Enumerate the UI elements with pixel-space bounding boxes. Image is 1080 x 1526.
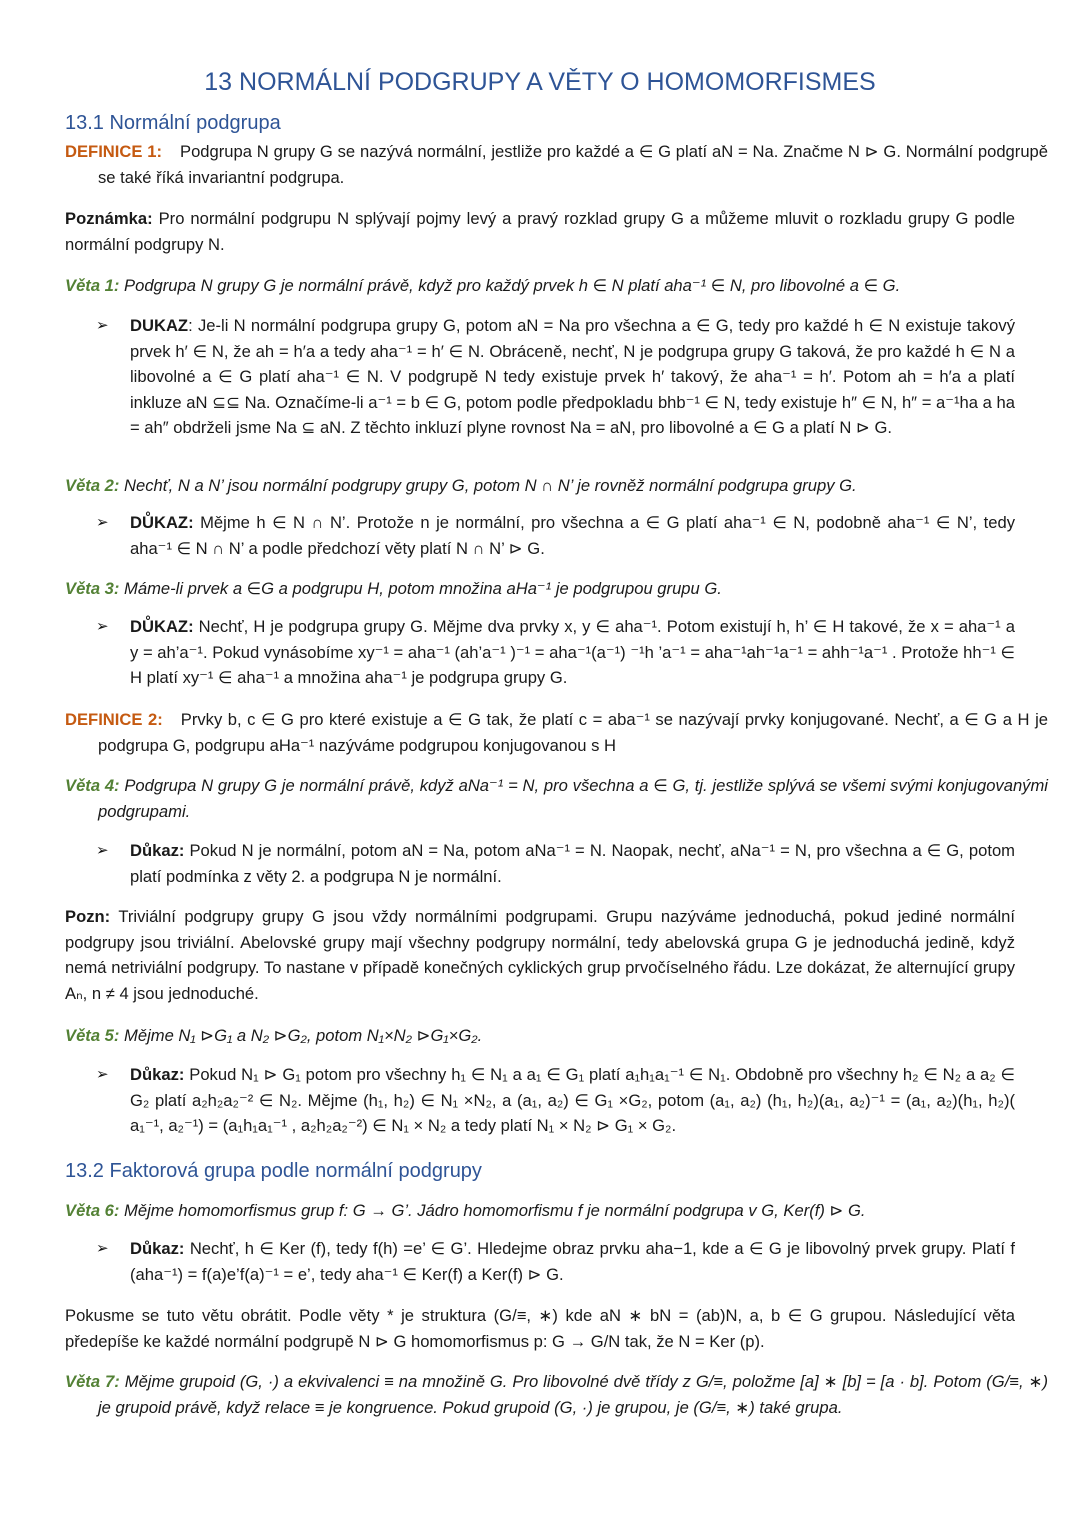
theorem-text: Mějme homomorfismus grup f: G → G’. Jádro homomorfismu f je normální podgrupa v G, Ker(f) ⊳ G. — [119, 1201, 866, 1220]
note-label: Pozn: — [65, 907, 111, 926]
theorem-text: Podgrupa N grupy G je normální právě, když aNa⁻¹ = N, pro všechna a ∈ G, tj. jestliže splývá se všemi svými konjugovanými podgrupami. — [98, 776, 1048, 821]
proof-5 — [130, 1062, 1015, 1139]
proof-label: DŮKAZ: — [130, 513, 194, 532]
proof-label: DUKAZ — [130, 316, 189, 335]
theorem-text: Mějme N₁ ⊳G₁ a N₂ ⊳G₂, potom N₁×N₂ ⊳G₁×G₂. — [119, 1026, 483, 1045]
proof-text: : Je-li N normální podgrupa grupy G, potom aN = Na pro všechna a ∈ G, tedy pro každé h ∈ N existuje takový prvek h′ ∈ N, že ah = h′a a tedy aha⁻¹ = h′ ∈ N. Obráceně, nechť, N je podgrupa grupy G taková, že pro každé h ∈ N a libovolné a ∈ G platí aha⁻¹ ∈ N. V podgrupě N tedy existuje prvek h′ takový, že aha⁻¹ = h′. Potom ah = h′a a platí inkluze aN ⊆⊆ Na. Označíme-li a⁻¹ = b ∈ G, potom podle předpokladu bhb⁻¹ ∈ N, tedy existuje h″ ∈ N, h″ = a⁻¹ha a ha = ah″ obdrželi jsme Na ⊆ aN. Z těchto inkluzí plyne rovnost Na = aN, pro libovolné a ∈ G a platí N ⊳ G. — [130, 316, 1015, 437]
theorem-6 — [65, 1198, 1015, 1224]
definition-label: DEFINICE 1: — [65, 142, 163, 161]
note-1 — [65, 206, 1015, 257]
bullet-arrow-icon: ➢ — [96, 317, 109, 334]
section-heading-13-1: 13.1 Normální podgrupa — [65, 112, 281, 134]
theorem-label: Věta 1: — [65, 276, 120, 295]
theorem-label: Věta 6: — [65, 1201, 120, 1220]
proof-2 — [130, 510, 1015, 561]
theorem-2 — [65, 473, 1015, 499]
bullet-arrow-icon: ➢ — [96, 1240, 109, 1257]
theorem-label: Věta 7: — [65, 1372, 120, 1391]
proof-text: Nechť, H je podgrupa grupy G. Mějme dva prvky x, y ∈ aha⁻¹. Potom existují h, h’ ∈ H takové, že x = aha⁻¹ a y = ah’a⁻¹. Pokud vynásobíme xy⁻¹ = aha⁻¹ (ah’a⁻¹ )⁻¹ = aha⁻¹(a⁻¹) ⁻¹h ’a⁻¹ = aha⁻¹ah⁻¹a⁻¹ = ahh⁻¹a⁻¹ . Protože hh⁻¹ ∈ H platí xy⁻¹ ∈ aha⁻¹ a množina aha⁻¹ je podgrupa grupy G. — [130, 617, 1015, 687]
definition-1 — [65, 139, 1048, 190]
theorem-text: Máme-li prvek a ∈G a podgrupu H, potom množina aHa⁻¹ je podgrupou grupu G. — [119, 579, 722, 598]
definition-2 — [65, 707, 1048, 758]
bullet-arrow-icon: ➢ — [96, 842, 109, 859]
proof-text: Mějme h ∈ N ∩ N’. Protože n je normální, pro všechna a ∈ G platí aha⁻¹ ∈ N, podobně aha⁻¹ ∈ N’, tedy aha⁻¹ ∈ N ∩ N’ a podle předchozí věty platí N ∩ N’ ⊳ G. — [130, 513, 1015, 558]
bullet-arrow-icon: ➢ — [96, 618, 109, 635]
proof-label: Důkaz: — [130, 841, 185, 860]
theorem-text: Podgrupa N grupy G je normální právě, když pro každý prvek h ∈ N platí aha⁻¹ ∈ N, pro libovolné a ∈ G. — [119, 276, 901, 295]
theorem-3 — [65, 576, 1015, 602]
theorem-4 — [65, 773, 1048, 824]
proof-text: Nechť, h ∈ Ker (f), tedy f(h) =e’ ∈ G’. Hledejme obraz prvku aha−1, kde a ∈ G je libovolný prvek grupy. Platí f (aha⁻¹) = f(a)e’f(a)⁻¹ = e’, tedy aha⁻¹ ∈ Ker(f) a Ker(f) ⊳ G. — [130, 1239, 1015, 1284]
paragraph-converse: Pokusme se tuto větu obrátit. Podle věty * je struktura (G/≡, ∗) kde aN ∗ bN = (ab)N, a, b ∈ G grupou. Následující věta předepíše ke každé normální podgrupě N ⊳ G homomorfismus p: G → G/N tak, že N = Ker (p). — [65, 1306, 1015, 1351]
proof-label: Důkaz: — [130, 1065, 185, 1084]
proof-1 — [130, 313, 1015, 441]
proof-4 — [130, 838, 1015, 889]
proof-label: DŮKAZ: — [130, 617, 194, 636]
definition-label: DEFINICE 2: — [65, 710, 163, 729]
theorem-text: Nechť, N a N’ jsou normální podgrupy grupy G, potom N ∩ N’ je rovněž normální podgrupa grupy G. — [119, 476, 857, 495]
theorem-7 — [65, 1369, 1048, 1420]
section-heading-13-2: 13.2 Faktorová grupa podle normální podgrupy — [65, 1160, 482, 1182]
theorem-1 — [65, 273, 1015, 299]
theorem-5 — [65, 1023, 1015, 1049]
definition-text: Podgrupa N grupy G se nazývá normální, jestliže pro každé a ∈ G platí aN = Na. Značme N ⊳ G. Normální podgrupě se také říká invariantní podgrupa. — [98, 142, 1048, 187]
proof-text: Pokud N₁ ⊳ G₁ potom pro všechny h₁ ∈ N₁ a a₁ ∈ G₁ platí a₁h₁a₁⁻¹ ∈ N₁. Obdobně pro všechny h₂ ∈ N₂ a a₂ ∈ G₂ platí a₂h₂a₂⁻² ∈ N₂. Mějme (h₁, h₂) ∈ N₁ ×N₂, a (a₁, a₂) ∈ G₁ ×G₂, potom (a₁, a₂) (h₁, h₂)(a₁, a₂)⁻¹ = (a₁, a₂)(h₁, h₂)( a₁⁻¹, a₂⁻¹) = (a₁h₁a₁⁻¹ , a₂h₂a₂⁻²) ∈ N₁ × N₂ a tedy platí N₁ × N₂ ⊳ G₁ × G₂. — [130, 1065, 1015, 1135]
theorem-text: Mějme grupoid (G, ·) a ekvivalenci ≡ na množině G. Pro libovolné dvě třídy z G/≡, položme [a] ∗ [b] = [a · b]. Potom (G/≡, ∗) je grupoid právě, když relace ≡ je kongruence. Pokud grupoid (G, ·) je grupou, je (G/≡, ∗) také grupa. — [98, 1372, 1049, 1417]
proof-6 — [130, 1236, 1015, 1287]
proof-text: Pokud N je normální, potom aN = Na, potom aNa⁻¹ = N. Naopak, nechť, aNa⁻¹ = N, pro všechna a ∈ G, potom platí podmínka z věty 2. a podgrupa N je normální. — [130, 841, 1015, 886]
theorem-label: Věta 2: — [65, 476, 120, 495]
definition-text: Prvky b, c ∈ G pro které existuje a ∈ G tak, že platí c = aba⁻¹ se nazývají prvky konjugované. Nechť, a ∈ G a H je podgrupa G, podgrupu aHa⁻¹ nazýváme podgrupou konjugovanou s H — [98, 710, 1048, 755]
note-2 — [65, 904, 1015, 1006]
theorem-label: Věta 4: — [65, 776, 120, 795]
note-text: Pro normální podgrupu N splývají pojmy levý a pravý rozklad grupy G a můžeme mluvit o rozkladu grupy G podle normální podgrupy N. — [65, 209, 1015, 254]
note-label: Poznámka: — [65, 209, 153, 228]
document-title: 13 NORMÁLNÍ PODGRUPY A VĚTY O HOMOMORFISMES — [204, 68, 876, 96]
bullet-arrow-icon: ➢ — [96, 514, 109, 531]
theorem-label: Věta 5: — [65, 1026, 120, 1045]
theorem-label: Věta 3: — [65, 579, 120, 598]
proof-label: Důkaz: — [130, 1239, 185, 1258]
proof-3 — [130, 614, 1015, 691]
bullet-arrow-icon: ➢ — [96, 1066, 109, 1083]
note-text: Triviální podgrupy grupy G jsou vždy normálními podgrupami. Grupu nazýváme jednoduchá, pokud jediné normální podgrupy jsou triviální. Abelovské grupy mají všechny podgrupy normální, tedy abelovská grupa G je jednoduchá jedině, když nemá netriviální podgrupy. To nastane v případě konečných cyklických grup prvočíselného řádu. Lze dokázat, že alternující grupy Aₙ, n ≠ 4 jsou jednoduché. — [65, 907, 1015, 1003]
